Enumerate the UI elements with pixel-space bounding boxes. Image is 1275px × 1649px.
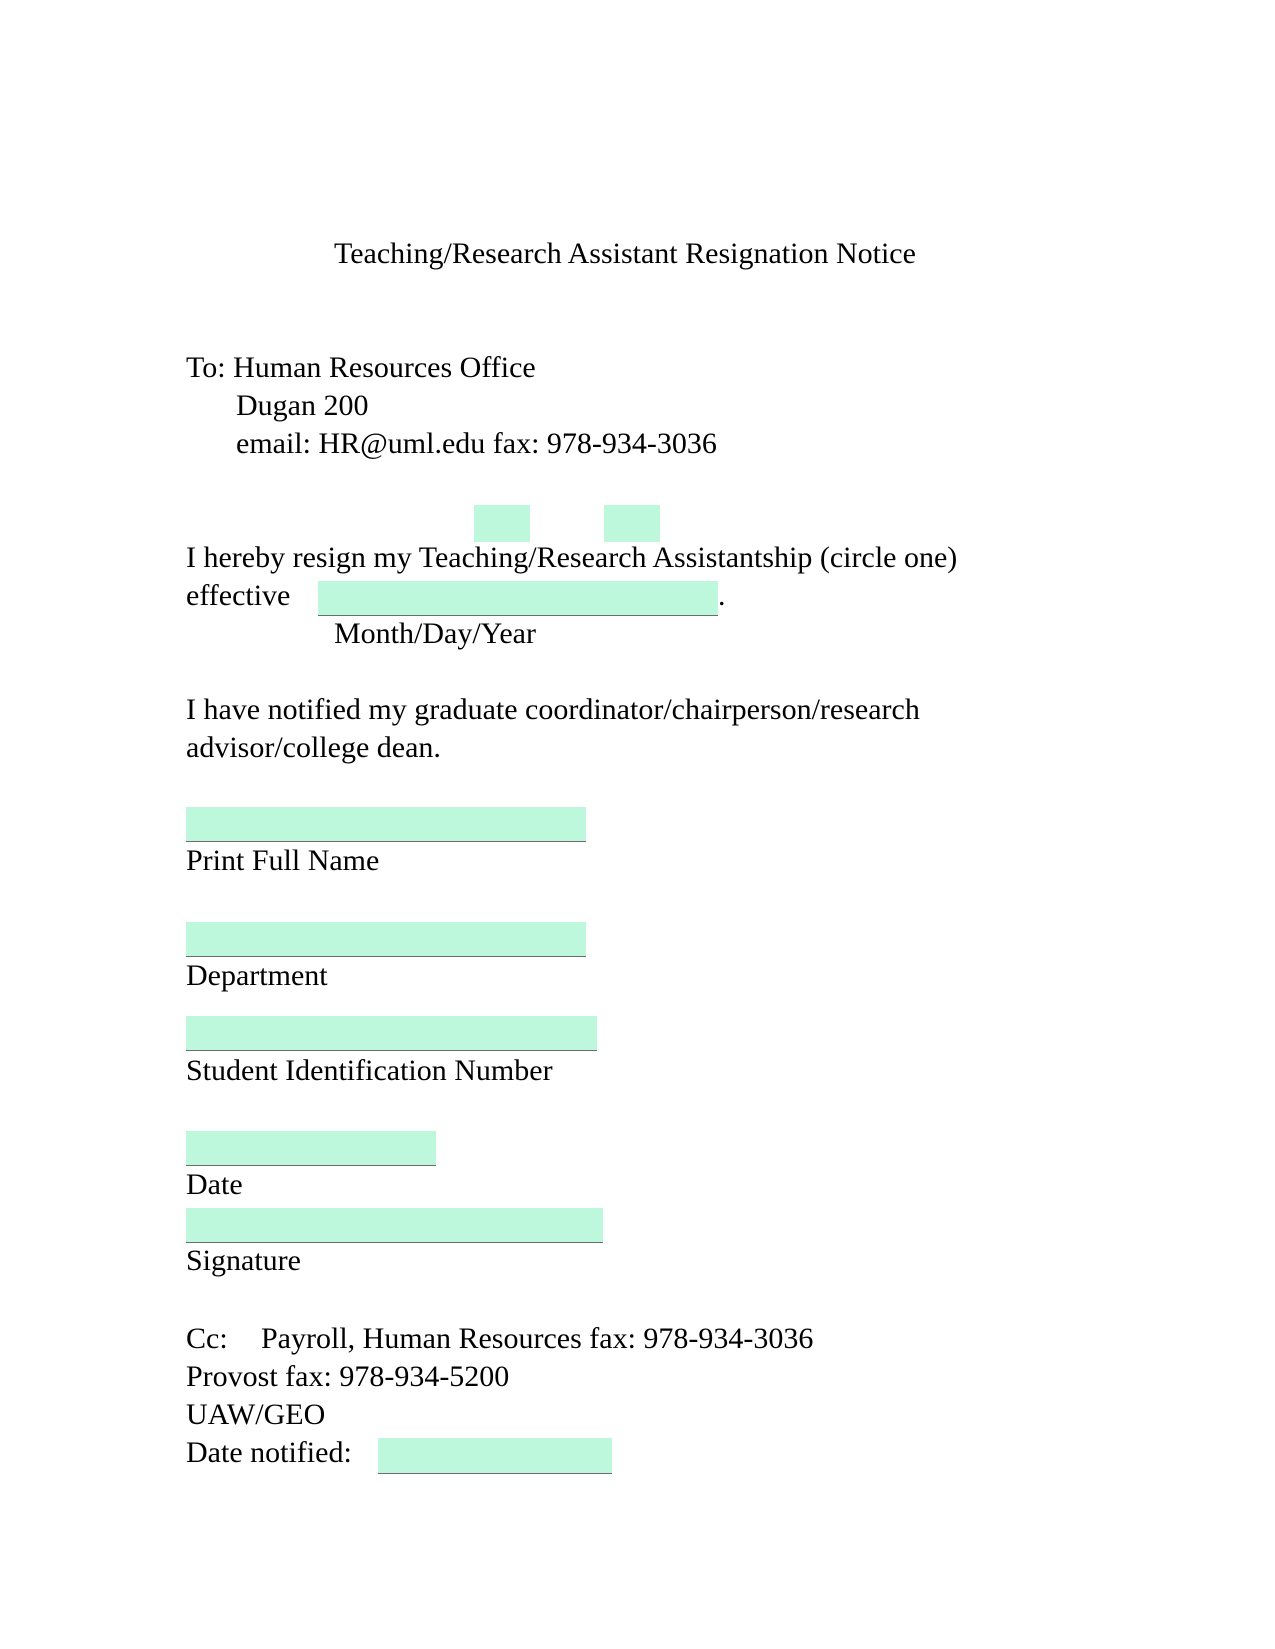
cc-union-line: UAW/GEO	[186, 1398, 326, 1431]
effective-label: effective	[186, 579, 291, 612]
date-label: Date	[186, 1168, 243, 1201]
cc-prefix: Cc:	[186, 1322, 228, 1355]
cc-payroll-line: Payroll, Human Resources fax: 978-934-3036	[261, 1322, 814, 1355]
research-select-box[interactable]	[604, 505, 660, 542]
date-format-label: Month/Day/Year	[334, 617, 536, 650]
resign-statement: I hereby resign my Teaching/Research Assistantship (circle one)	[186, 541, 958, 574]
signature-input[interactable]	[186, 1208, 603, 1243]
effective-period: .	[718, 579, 726, 612]
to-line-building: Dugan 200	[236, 389, 369, 422]
date-input[interactable]	[186, 1131, 436, 1166]
cc-provost-line: Provost fax: 978-934-5200	[186, 1360, 510, 1393]
date-notified-input[interactable]	[378, 1438, 612, 1474]
to-line-contact: email: HR@uml.edu fax: 978-934-3036	[236, 427, 717, 460]
notified-statement-line1: I have notified my graduate coordinator/chairperson/research	[186, 693, 920, 726]
signature-label: Signature	[186, 1244, 301, 1277]
full-name-label: Print Full Name	[186, 844, 380, 877]
notified-statement-line2: advisor/college dean.	[186, 731, 441, 764]
student-id-label: Student Identification Number	[186, 1054, 553, 1087]
department-input[interactable]	[186, 922, 586, 957]
effective-date-input[interactable]	[318, 581, 718, 616]
student-id-input[interactable]	[186, 1016, 597, 1051]
department-label: Department	[186, 959, 328, 992]
to-line-office: To: Human Resources Office	[186, 351, 536, 384]
full-name-input[interactable]	[186, 807, 586, 842]
page-title: Teaching/Research Assistant Resignation Notice	[334, 237, 916, 270]
date-notified-label: Date notified:	[186, 1436, 352, 1469]
teaching-select-box[interactable]	[474, 505, 530, 542]
